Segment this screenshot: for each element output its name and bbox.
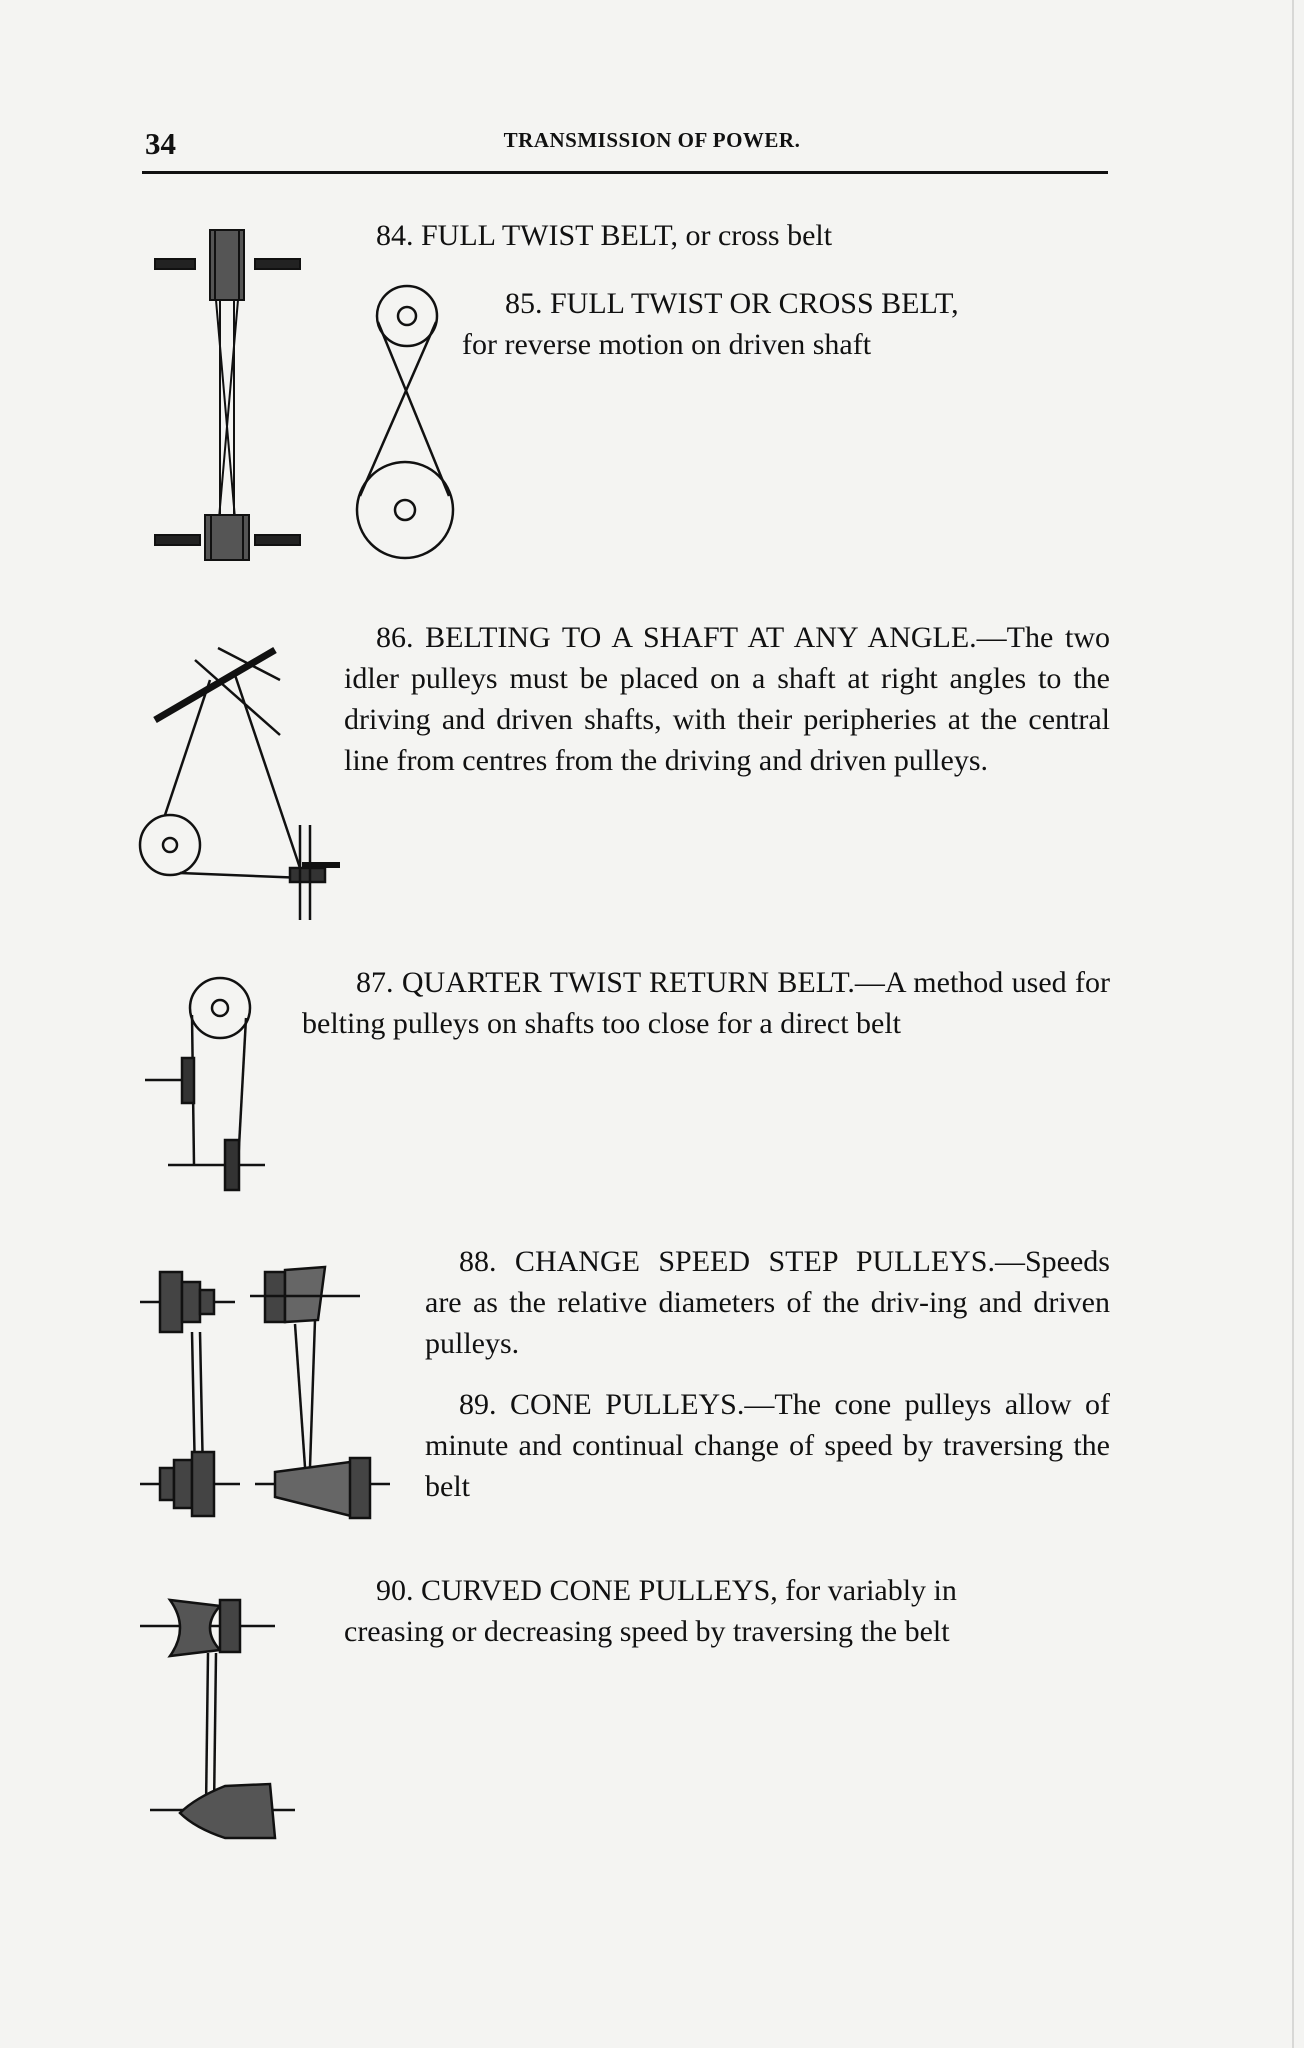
page-number: 34 xyxy=(145,126,176,161)
entry-90-line1: 90. CURVED CONE PULLEYS, for variably in xyxy=(376,1574,957,1607)
entry-85-line2: for reverse motion on driven shaft xyxy=(462,328,872,361)
figure-cross-belt xyxy=(350,282,460,562)
entry-86: 86. BELTING TO A SHAFT AT ANY ANGLE.—The two idler pulleys must be placed on a shaft at right angles to the driving and driven shafts, with their peripheries at the central line from centres from the driving and driven pulleys. xyxy=(344,621,1110,777)
figure-step-and-cone-pulleys xyxy=(140,1262,410,1524)
figure-quarter-twist-belt xyxy=(140,970,280,1210)
entry-90-line2: creasing or decreasing speed by traversing the belt xyxy=(344,1615,950,1648)
figure-curved-cone-pulleys xyxy=(140,1588,310,1848)
figure-belting-any-angle xyxy=(140,640,340,920)
page-edge xyxy=(1292,0,1294,2048)
entry-85-line1: 85. FULL TWIST OR CROSS BELT, xyxy=(505,287,959,320)
entry-88: 88. CHANGE SPEED STEP PULLEYS.—Speeds are as the relative diameters of the driv-ing and driven pulleys. xyxy=(425,1245,1110,1360)
header-rule xyxy=(142,171,1108,174)
figure-full-twist-belt xyxy=(150,225,310,575)
running-head: TRANSMISSION OF POWER. xyxy=(503,128,801,152)
entry-84: 84. FULL TWIST BELT, or cross belt xyxy=(376,219,833,252)
entry-89: 89. CONE PULLEYS.—The cone pulleys allow of minute and continual change of speed by traversing the belt xyxy=(425,1388,1110,1503)
entry-87: 87. QUARTER TWIST RETURN BELT.—A method used for belting pulleys on shafts too close for a direct belt xyxy=(302,966,1110,1040)
